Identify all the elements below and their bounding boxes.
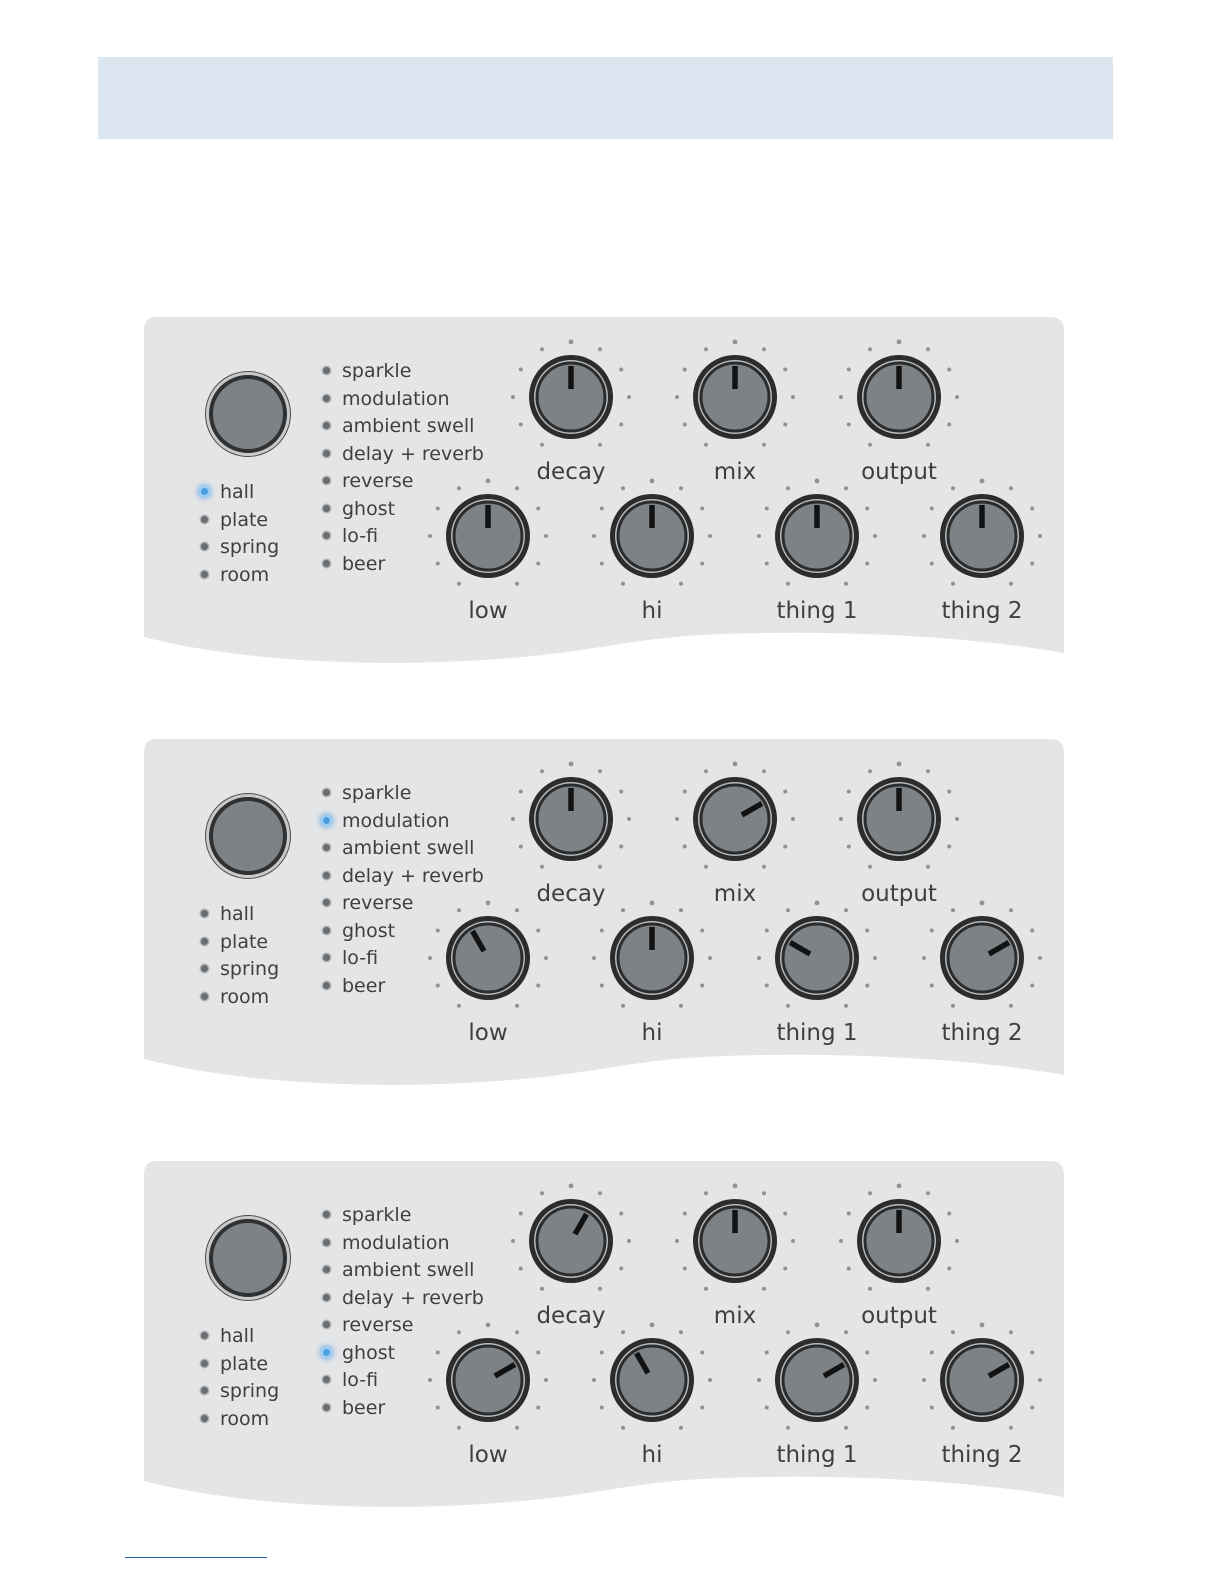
mode-led-room <box>201 1415 208 1422</box>
algorithm-label: delay + reverb <box>342 1286 484 1309</box>
mode-led-hall <box>201 1332 208 1339</box>
pedal-panel <box>142 317 1066 667</box>
algorithm-led-modulation <box>323 817 330 824</box>
decay-label: decay <box>536 881 606 907</box>
thing-1-label: thing 1 <box>776 1020 858 1046</box>
mode-label: spring <box>220 1380 280 1402</box>
algorithm-led-beer <box>323 982 330 989</box>
mix-label: mix <box>713 881 757 907</box>
mode-label: spring <box>220 958 280 980</box>
hi-label: hi <box>641 1442 663 1468</box>
decay-label: decay <box>536 1303 606 1329</box>
algorithm-led-delay-reverb <box>323 1294 330 1301</box>
mode-label: room <box>220 985 270 1008</box>
mode-led-plate <box>201 938 208 945</box>
mode-led-hall <box>201 910 208 917</box>
thing-1-label: thing 1 <box>776 1442 858 1468</box>
algorithm-led-ghost <box>323 505 330 512</box>
algorithm-led-lo-fi <box>323 954 330 961</box>
thing-2-knob[interactable] <box>922 898 1042 1018</box>
hi-label: hi <box>641 1020 663 1046</box>
algorithm-label: ghost <box>342 1341 396 1364</box>
low-label: low <box>468 1020 508 1046</box>
output-knob[interactable] <box>839 1181 959 1301</box>
mix-label: mix <box>713 1303 757 1329</box>
algorithm-led-lo-fi <box>323 532 330 539</box>
algorithm-led-delay-reverb <box>323 872 330 879</box>
thing-1-knob[interactable] <box>757 1320 877 1440</box>
algorithm-label: beer <box>342 1396 386 1419</box>
algorithm-label: reverse <box>342 1314 414 1336</box>
algorithm-led-modulation <box>323 1239 330 1246</box>
algorithm-led-sparkle <box>323 1211 330 1218</box>
mode-label: plate <box>220 508 269 531</box>
mode-led-room <box>201 993 208 1000</box>
mode-led-plate <box>201 516 208 523</box>
mode-label: room <box>220 1407 270 1430</box>
mode-led-spring <box>201 543 208 550</box>
algorithm-label: sparkle <box>342 1204 412 1226</box>
hi-knob[interactable] <box>592 898 712 1018</box>
decay-label: decay <box>536 459 606 485</box>
hi-knob[interactable] <box>592 476 712 596</box>
mode-label: plate <box>220 930 269 953</box>
thing-1-knob[interactable] <box>757 898 877 1018</box>
algorithm-label: lo-fi <box>342 525 379 547</box>
mix-knob[interactable] <box>675 759 795 879</box>
mix-label: mix <box>713 459 757 485</box>
output-label: output <box>861 881 937 907</box>
decay-knob[interactable] <box>511 1181 631 1301</box>
mode-led-spring <box>201 1387 208 1394</box>
algorithm-led-sparkle <box>323 367 330 374</box>
mode-label: hall <box>220 1325 255 1347</box>
algorithm-led-delay-reverb <box>323 450 330 457</box>
low-label: low <box>468 598 508 624</box>
mode-led-plate <box>201 1360 208 1367</box>
algorithm-led-ambient-swell <box>323 1266 330 1273</box>
algorithm-label: ghost <box>342 919 396 942</box>
algorithm-led-beer <box>323 1404 330 1411</box>
algorithm-label: sparkle <box>342 360 412 382</box>
mode-label: spring <box>220 536 280 558</box>
mode-led-room <box>201 571 208 578</box>
algorithm-led-modulation <box>323 395 330 402</box>
output-knob[interactable] <box>839 759 959 879</box>
algorithm-label: reverse <box>342 892 414 914</box>
low-knob[interactable] <box>428 898 548 1018</box>
algorithm-led-ghost <box>323 1349 330 1356</box>
mode-led-spring <box>201 965 208 972</box>
algorithm-label: reverse <box>342 470 414 492</box>
thing-1-label: thing 1 <box>776 598 858 624</box>
decay-knob[interactable] <box>511 337 631 457</box>
thing-2-knob[interactable] <box>922 1320 1042 1440</box>
mix-knob[interactable] <box>675 337 795 457</box>
algorithm-label: modulation <box>342 809 450 832</box>
output-label: output <box>861 459 937 485</box>
mode-label: hall <box>220 903 255 925</box>
algorithm-label: ambient swell <box>342 837 475 859</box>
output-label: output <box>861 1303 937 1329</box>
algorithm-label: lo-fi <box>342 1369 379 1391</box>
algorithm-label: modulation <box>342 387 450 410</box>
algorithm-led-ambient-swell <box>323 422 330 429</box>
low-knob[interactable] <box>428 1320 548 1440</box>
footswitch-button[interactable] <box>209 1219 287 1297</box>
hi-label: hi <box>641 598 663 624</box>
pedal-panel <box>142 1161 1066 1511</box>
low-label: low <box>468 1442 508 1468</box>
footnote-rule <box>125 1557 267 1558</box>
mode-label: plate <box>220 1352 269 1375</box>
thing-2-label: thing 2 <box>941 598 1023 624</box>
mix-knob[interactable] <box>675 1181 795 1301</box>
algorithm-label: beer <box>342 552 386 575</box>
mode-label: hall <box>220 481 255 503</box>
thing-2-label: thing 2 <box>941 1020 1023 1046</box>
hi-knob[interactable] <box>592 1320 712 1440</box>
mode-label: room <box>220 563 270 586</box>
algorithm-led-ghost <box>323 927 330 934</box>
algorithm-led-sparkle <box>323 789 330 796</box>
mode-led-hall <box>201 488 208 495</box>
algorithm-label: modulation <box>342 1231 450 1254</box>
algorithm-label: ghost <box>342 497 396 520</box>
decay-knob[interactable] <box>511 759 631 879</box>
algorithm-led-reverse <box>323 477 330 484</box>
header-banner <box>98 57 1113 139</box>
algorithm-led-beer <box>323 560 330 567</box>
algorithm-label: delay + reverb <box>342 442 484 465</box>
thing-2-knob[interactable] <box>922 476 1042 596</box>
pedal-panel <box>142 739 1066 1089</box>
algorithm-label: ambient swell <box>342 415 475 437</box>
low-knob[interactable] <box>428 476 548 596</box>
footswitch-button[interactable] <box>209 797 287 875</box>
algorithm-led-reverse <box>323 1321 330 1328</box>
thing-2-label: thing 2 <box>941 1442 1023 1468</box>
algorithm-led-reverse <box>323 899 330 906</box>
footswitch-button[interactable] <box>209 375 287 453</box>
algorithm-led-ambient-swell <box>323 844 330 851</box>
algorithm-label: sparkle <box>342 782 412 804</box>
algorithm-label: beer <box>342 974 386 997</box>
algorithm-led-lo-fi <box>323 1376 330 1383</box>
algorithm-label: delay + reverb <box>342 864 484 887</box>
algorithm-label: ambient swell <box>342 1259 475 1281</box>
algorithm-label: lo-fi <box>342 947 379 969</box>
output-knob[interactable] <box>839 337 959 457</box>
thing-1-knob[interactable] <box>757 476 877 596</box>
